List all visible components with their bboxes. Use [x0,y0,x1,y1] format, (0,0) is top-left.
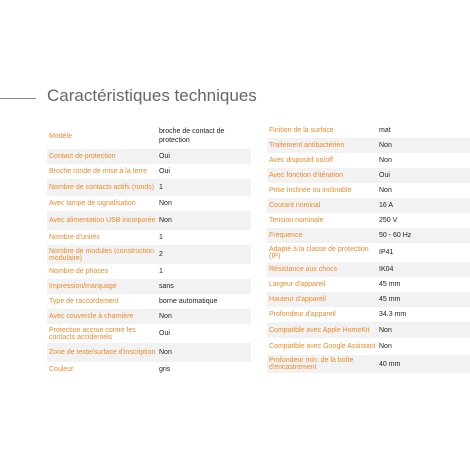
spec-label: Avec alimentation USB incorporée [49,217,156,224]
spec-value: gris [159,366,171,373]
spec-value: 1 [159,268,163,275]
spec-value: Oui [159,330,170,337]
spec-value: 45 mm [379,281,401,288]
spec-label: Impression/marquage [49,283,117,290]
spec-label: Compatible avec Apple HomeKit [269,326,370,334]
spec-value: 1 [159,234,163,241]
spec-value: sans [159,283,174,290]
spec-label: Résistance aux chocs [269,266,338,273]
spec-value: IP41 [379,249,394,256]
spec-row [267,338,470,355]
spec-label: Nombre de modules (construction modulaire) [49,247,155,262]
spec-value: Oui [379,172,390,179]
spec-row [47,309,251,324]
spec-row [267,168,470,183]
spec-label: Type de raccordement [49,298,119,305]
spec-label: Avec dispositif on/off [269,157,333,164]
spec-value: Non [379,343,392,350]
spec-label: Tension nominale [269,217,324,224]
spec-row [267,292,470,307]
spec-row [267,277,470,292]
spec-label: Modèle [49,132,72,140]
spec-row [267,322,470,338]
spec-row [47,123,251,149]
spec-value: mat [379,127,391,134]
spec-label: Finition de la surface [269,127,334,134]
spec-value: 16 A [379,202,394,209]
spec-row [267,153,470,168]
spec-row [267,262,470,277]
spec-label: Courant nominal [269,202,321,209]
spec-value: Non [379,157,392,164]
page-title: Caractéristiques techniques [47,86,257,105]
spec-value: Oui [159,153,170,160]
spec-row [47,149,251,164]
spec-row [267,198,470,213]
spec-row [47,362,251,377]
spec-row [47,324,251,343]
section-divider-line [0,98,36,99]
spec-value: 250 V [379,217,398,224]
spec-row [47,245,251,264]
spec-value: 1 [159,184,163,191]
spec-label: Profondeur min. de la boîte d'encastrement [269,357,354,371]
spec-row [47,164,251,179]
spec-value: 45 mm [379,296,401,303]
spec-row [267,138,470,153]
spec-row [47,211,251,230]
spec-row [267,183,470,198]
spec-value: Non [379,326,392,334]
spec-label: Broche ronde de mise à la terre [49,168,148,175]
spec-row [267,213,470,228]
spec-label: Profondeur d'appareil [269,311,336,318]
spec-table-left [47,123,251,377]
spec-label: Hauteur d'appareil [269,296,326,303]
spec-table-right [267,123,470,373]
spec-row [47,264,251,279]
spec-label: Avec fonction d'itération [269,172,343,179]
spec-value: Non [159,313,172,320]
spec-value: 50 - 60 Hz [379,232,412,239]
spec-row [47,294,251,309]
spec-label: Prise inclinée ou inclinable [269,187,352,194]
spec-label: Nombre de phases [49,268,109,275]
spec-value: Oui [159,168,170,175]
spec-row [47,179,251,196]
spec-value: Non [159,217,172,224]
spec-row [267,228,470,243]
spec-row [47,279,251,294]
spec-value: borne automatique [159,298,218,305]
spec-value: Non [379,187,392,194]
spec-label: Nombre d'unités [49,234,100,241]
spec-row [47,343,251,362]
spec-row [267,123,470,138]
spec-label: Traitement antibactérien [269,142,345,149]
spec-label: Contact de protection [49,153,116,160]
spec-value: 40 mm [379,360,401,368]
spec-label: Zone de texte/surface d'inscription [49,349,156,356]
spec-row [267,243,470,262]
spec-value: Non [159,349,172,356]
spec-row [47,230,251,245]
spec-value: Non [159,200,172,207]
spec-row [47,196,251,211]
spec-value: broche de contact de protection [159,128,225,144]
spec-value: 34.3 mm [379,311,407,318]
spec-label: Avec couvercle à charnière [49,313,134,320]
spec-row [267,355,470,373]
spec-value: IK04 [379,266,394,273]
spec-label: Compatible avec Google Assistant [269,343,376,350]
spec-label: Adapté à la classe de protection (IP) [269,245,369,260]
spec-label: Fréquence [269,232,303,239]
spec-value: 2 [159,251,163,258]
spec-label: Largeur d'appareil [269,281,326,288]
spec-label: Avec lampe de signalisation [49,200,136,207]
spec-label: Nombre de contacts actifs (ronds) [49,184,155,191]
spec-label: Protection accrue contre les contacts accidentels [49,326,136,341]
spec-value: Non [379,142,392,149]
spec-row [267,307,470,322]
spec-label: Couleur [49,366,74,373]
